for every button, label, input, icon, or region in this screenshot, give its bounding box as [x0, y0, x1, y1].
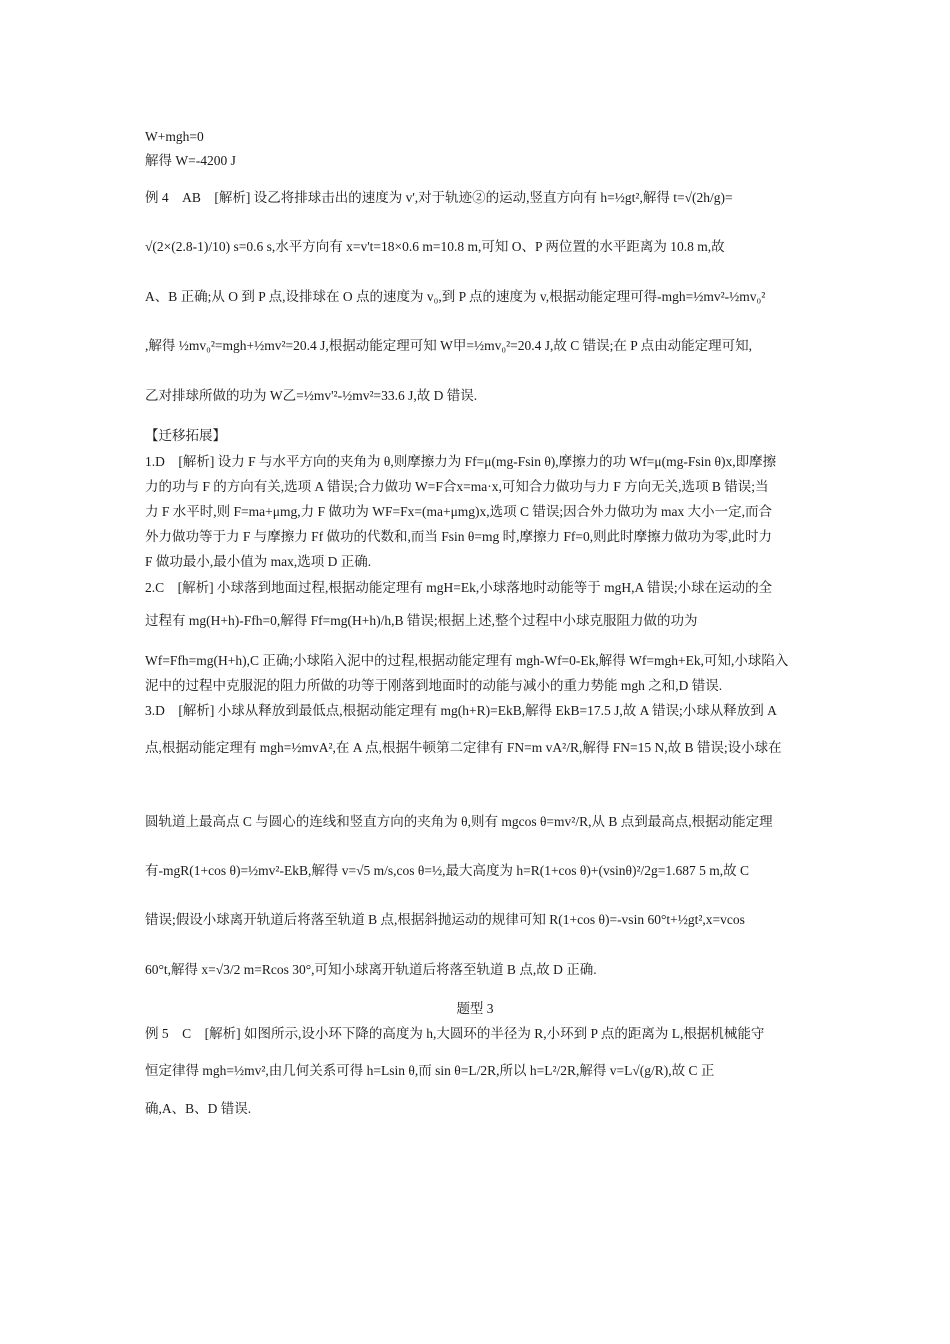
text-line: 恒定律得 mgh=½mv²,由几何关系可得 h=Lsin θ,而 sin θ=L/2R,所以 h=L²/2R,解得 v=L√(g/R),故 C 正	[145, 1063, 715, 1078]
text-line: Wf=Ffh=mg(H+h),C 正确;小球陷入泥中的过程,根据动能定理有 mgh-Wf=0-Ek,解得 Wf=mgh+Ek,可知,小球陷入	[145, 653, 789, 668]
text-line: 圆轨道上最高点 C 与圆心的连线和竖直方向的夹角为 θ,则有 mgcos θ=mv²/R,从 B 点到最高点,根据动能定理	[145, 814, 773, 829]
problem-3-line: 3.D [解析] 小球从释放到最低点,根据动能定理有 mg(h+R)=EkB,解得 EkB=17.5 J,故 A 错误;小球从释放到 A	[145, 703, 777, 718]
text-line: W+mgh=0	[145, 129, 204, 144]
problem-1-line: 1.D [解析] 设力 F 与水平方向的夹角为 θ,则摩擦力为 Ff=μ(mg-Fsin θ),摩擦力的功 Wf=μ(mg-Fsin θ)x,即摩擦	[145, 454, 777, 469]
text-line: 解得 W=-4200 J	[145, 153, 236, 168]
text-line: 确,A、B、D 错误.	[145, 1101, 252, 1116]
section-title: 题型 3	[456, 1001, 494, 1016]
text-line: 力的功与 F 的方向有关,选项 A 错误;合力做功 W=F合x=ma·x,可知合力做功与力 F 方向无关,选项 B 错误;当	[145, 479, 769, 494]
text-line: 60°t,解得 x=√3/2 m=Rcos 30°,可知小球离开轨道后将落至轨道 B 点,故 D 正确.	[145, 962, 597, 977]
text-line: 过程有 mg(H+h)-Ffh=0,解得 Ff=mg(H+h)/h,B 错误;根据上述,整个过程中小球克服阻力做的功为	[145, 613, 698, 628]
text-line: 点,根据动能定理有 mgh=½mvA²,在 A 点,根据牛顿第二定律有 FN=m vA²/R,解得 FN=15 N,故 B 错误;设小球在	[145, 740, 782, 755]
text-line: 错误;假设小球离开轨道后将落至轨道 B 点,根据斜抛运动的规律可知 R(1+cos θ)=-vsin 60°t+½gt²,x=vcos	[145, 912, 745, 927]
text-line: 外力做功等于力 F 与摩擦力 Ff 做功的代数和,而当 Fsin θ=mg 时,摩擦力 Ff=0,则此时摩擦力做功为零,此时力	[145, 529, 772, 544]
example-5-line: 例 5 C [解析] 如图所示,设小环下降的高度为 h,大圆环的半径为 R,小环到 P 点的距离为 L,根据机械能守	[145, 1026, 765, 1041]
text-line: ,解得 ½mv₀²=mgh+½mv²=20.4 J,根据动能定理可知 W甲=½mv₀²=20.4 J,故 C 错误;在 P 点由动能定理可知,	[145, 338, 753, 353]
text-line: 乙对排球所做的功为 W乙=½mv'²-½mv²=33.6 J,故 D 错误.	[145, 388, 478, 403]
text-line: 有-mgR(1+cos θ)=½mv²-EkB,解得 v=√5 m/s,cos θ=½,最大高度为 h=R(1+cos θ)+(vsinθ)²/2g=1.687 5 m,故 C	[145, 863, 750, 878]
text-line: F 做功最小,最小值为 max,选项 D 正确.	[145, 554, 372, 569]
text-line: 力 F 水平时,则 F=ma+μmg,力 F 做功为 WF=Fx=(ma+μmg)x,选项 C 错误;因合外力做功为 max 大小一定,而合	[145, 504, 773, 519]
text-line: √(2×(2.8-1)/10) s=0.6 s,水平方向有 x=v't=18×0.6 m=10.8 m,可知 O、P 两位置的水平距离为 10.8 m,故	[145, 239, 725, 254]
section-heading: 【迁移拓展】	[145, 428, 226, 443]
problem-2-line: 2.C [解析] 小球落到地面过程,根据动能定理有 mgH=Ek,小球落地时动能等于 mgH,A 错误;小球在运动的全	[145, 580, 773, 595]
example-4-line: 例 4 AB [解析] 设乙将排球击出的速度为 v',对于轨迹②的运动,竖直方向有 h=½gt²,解得 t=√(2h/g)=	[145, 190, 733, 205]
text-line: 泥中的过程中克服泥的阻力所做的功等于刚落到地面时的动能与减小的重力势能 mgh 之和,D 错误.	[145, 678, 723, 693]
text-line: A、B 正确;从 O 到 P 点,设排球在 O 点的速度为 v₀,到 P 点的速度为 v,根据动能定理可得-mgh=½mv²-½mv₀²	[145, 289, 766, 304]
